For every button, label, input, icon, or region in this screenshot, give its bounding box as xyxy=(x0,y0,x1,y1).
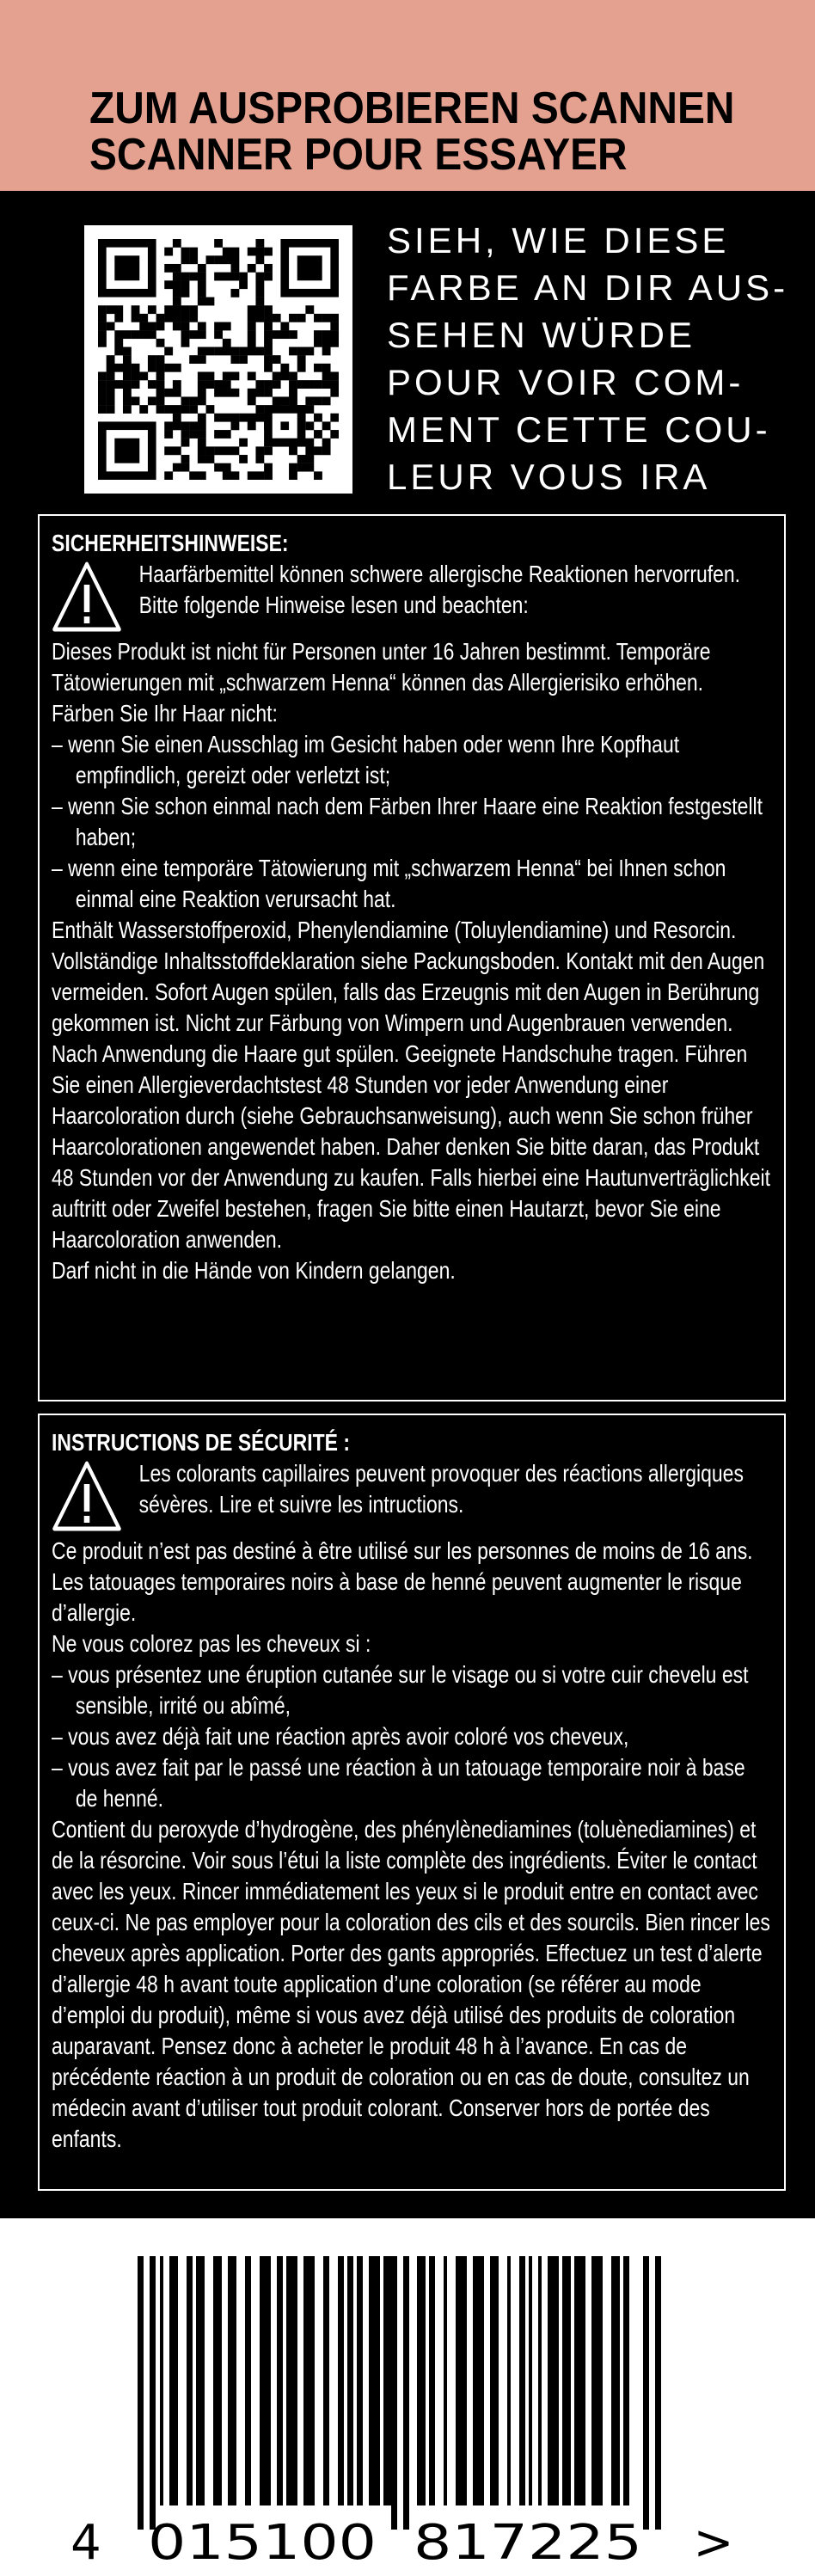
notice-bullet: – wenn eine temporäre Tätowierung mit „schwarzem Henna“ bei Ihnen schon einmal eine Reaktion verursacht hat. xyxy=(52,855,726,912)
notice-paragraph: Darf nicht in die Hände von Kindern gelangen. xyxy=(52,1257,456,1284)
safety-notice-de xyxy=(38,514,786,1401)
notice-title: INSTRUCTIONS DE SÉCURITÉ : xyxy=(52,1429,350,1456)
barcode-icon xyxy=(0,2218,815,2576)
notice-paragraph: Ne vous colorez pas les cheveux si : xyxy=(52,1630,371,1657)
qr-code-icon xyxy=(98,239,339,480)
banner-line-de: ZUM AUSPROBIEREN SCANNEN xyxy=(89,83,735,133)
qr-caption xyxy=(387,217,791,500)
notice-title: SICHERHEITSHINWEISE: xyxy=(52,530,289,556)
notice-paragraph: Dieses Produkt ist nicht für Personen unter 16 Jahren bestimmt. Temporäre Tätowierungen mit „schwarzem Henna“ können das Allergierisiko erhöhen. xyxy=(52,638,711,696)
barcode xyxy=(0,2218,815,2576)
notice-paragraph: Färben Sie Ihr Haar nicht: xyxy=(52,700,278,727)
notice-bullet: – wenn Sie einen Ausschlag im Gesicht haben oder wenn Ihre Kopfhaut empfindlich, gereizt oder verletzt ist; xyxy=(52,731,680,788)
notice-bullet: – vous avez déjà fait une réaction après avoir coloré vos cheveux, xyxy=(52,1723,629,1750)
notice-paragraph: Contient du peroxyde d’hydrogène, des phénylènediamines (toluènediamines) et de la résorcine. Voir sous l’étui la liste complète des ingrédients. Éviter le contact avec les yeux. Rincer immédiatement les yeux si le produit entre en contact avec ceux-ci. Ne pas employer pour la coloration des cils et des sourcils. Bien rincer les cheveux après application. Porter des gants appropriés. Effectuez un test d’alerte d’allergie 48 h avant toute application d’une coloration (se référer au mode d’emploi du produit), même si vous avez déjà utilisé des produits de coloration auparavant. Pensez donc à acheter le produit 48 h à l’avance. En cas de précédente réaction à un produit de coloration ou en cas de doute, consultez un médecin avant d’utiliser tout produit colorant. Conserver hors de portée des enfants. xyxy=(52,1816,770,2152)
scan-banner xyxy=(0,0,815,191)
barcode-left-digits: 015100 xyxy=(148,2515,377,2571)
qr-caption-line: SEHEN WÜRDE xyxy=(387,315,696,355)
notice-paragraph: Ce produit n’est pas destiné à être utilisé sur les personnes de moins de 16 ans. Les tatouages temporaires noirs à base de henné peuvent augmenter le risque d’allergie. xyxy=(52,1537,753,1626)
barcode-end-mark: > xyxy=(693,2515,734,2571)
notice-bullet: – vous présentez une éruption cutanée sur le visage ou si votre cuir chevelu est sensible, irrité ou abîmé, xyxy=(52,1661,749,1719)
allergy-warning: Haarfärbemittel können schwere allergische Reaktionen hervorrufen. Bitte folgende Hinweise lesen und beachten: xyxy=(138,561,741,618)
barcode-first-digit: 4 xyxy=(70,2515,101,2571)
notice-bullet: – vous avez fait par le passé une réaction à un tatouage temporaire noir à base de henné. xyxy=(52,1754,745,1812)
warning-triangle-icon xyxy=(52,561,122,633)
qr-caption-line: FARBE AN DIR AUS- xyxy=(387,267,789,308)
banner-line-fr: SCANNER POUR ESSAYER xyxy=(89,130,628,180)
notice-paragraph: Enthält Wasserstoffperoxid, Phenylendiamine (Toluylendiamine) und Resorcin. Vollständige Inhaltsstoffdeklaration siehe Packungsboden. Kontakt mit den Augen vermeiden. Sofort Augen spülen, falls das Erzeugnis mit den Augen in Berührung gekommen ist. Nicht zur Färbung von Wimpern und Augenbrauen verwenden. Nach Anwendung die Haare gut spülen. Geeignete Handschuhe tragen. Führen Sie einen Allergieverdachtstest 48 Stunden vor jeder Anwendung einer Haarcoloration durch (siehe Gebrauchsanweisung), auch wenn Sie schon früher Haarcolorationen angewendet haben. Daher denken Sie bitte daran, das Produkt 48 Stunden vor der Anwendung zu kaufen. Falls hierbei eine Hautunverträglichkeit auftritt oder Zweifel bestehen, fragen Sie bitte einen Hautarzt, bevor Sie eine Haarcoloration anwenden. xyxy=(52,917,771,1253)
qr-caption-line: LEUR VOUS IRA xyxy=(387,457,711,497)
qr-caption-line: MENT CETTE COU- xyxy=(387,409,771,450)
allergy-warning: Les colorants capillaires peuvent provoquer des réactions allergiques sévères. Lire et suivre les intructions. xyxy=(138,1460,744,1518)
warning-triangle-icon xyxy=(52,1460,122,1532)
qr-caption-line: SIEH, WIE DIESE xyxy=(387,220,730,261)
qr-caption-line: POUR VOIR COM- xyxy=(387,362,745,402)
barcode-right-digits: 817225 xyxy=(414,2515,642,2571)
qr-code[interactable] xyxy=(84,225,352,494)
safety-notice-fr xyxy=(38,1414,786,2191)
notice-bullet: – wenn Sie schon einmal nach dem Färben Ihrer Haare eine Reaktion festgestellt haben; xyxy=(52,793,763,850)
